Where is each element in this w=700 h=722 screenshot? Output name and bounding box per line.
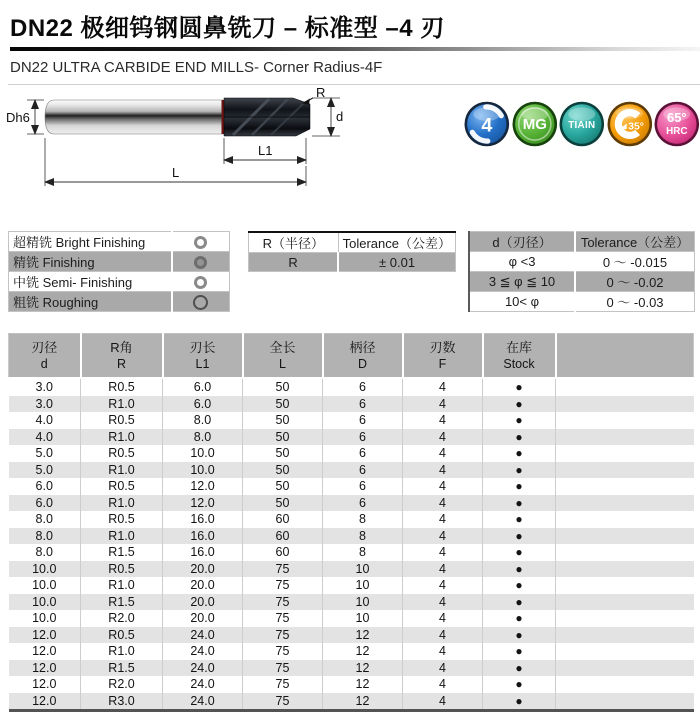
d-tolerance-cell: φ <3 [469,252,575,272]
spec-cell: 20.0 [163,594,243,611]
r-tolerance-table [248,231,456,272]
spec-cell: 6 [323,429,403,446]
spec-cell: 6.0 [35,479,53,494]
d-tolerance-cell: 0 ～ -0.02 [575,272,695,292]
spec-cell: 4 [403,412,483,429]
double-ring-icon [194,276,207,289]
spec-row [9,495,694,512]
spec-cell: R1.0 [81,528,163,545]
spec-cell-empty [556,429,694,446]
spec-cell-empty [556,627,694,644]
spec-cell: 8.0 [35,512,53,527]
spec-cell: 75 [243,643,323,660]
spec-row [9,544,694,561]
spec-row [9,577,694,594]
spec-cell-empty [556,610,694,627]
spec-cell: 4 [403,478,483,495]
spec-row [9,396,694,413]
spec-cell: R1.5 [81,544,163,561]
coating-badge-icon [559,101,605,147]
spec-cell-empty [556,643,694,660]
spec-cell: 4 [403,660,483,677]
spec-cell: 12 [323,660,403,677]
spec-row [9,412,694,429]
finishing-row [9,272,230,292]
spec-cell: 75 [243,627,323,644]
spec-cell: 10 [323,561,403,578]
spec-cell: R1.0 [81,577,163,594]
finishing-grade-cell [172,252,230,272]
spec-cell-empty [556,693,694,711]
spec-row [9,511,694,528]
spec-cell: 8 [323,511,403,528]
spec-cell: 6 [323,478,403,495]
spec-column-header: 全长 L [243,334,323,379]
spec-cell: 60 [243,511,323,528]
spec-cell: 4 [403,445,483,462]
spec-row [9,643,694,660]
shank-diameter-label: Dh6 [6,110,30,125]
shank-flute-junction [222,100,225,134]
in-stock-dot: ● [483,396,556,413]
spec-cell: 4 [403,561,483,578]
spec-cell: R1.5 [81,660,163,677]
badge-row [464,101,700,147]
spec-cell: 12 [323,693,403,711]
spec-cell: 12.0 [32,644,57,659]
spec-cell: 50 [243,378,323,396]
spec-cell: 6 [323,445,403,462]
spec-cell: 4 [403,396,483,413]
spec-row [9,660,694,677]
spec-cell: R3.0 [81,693,163,711]
page-title: DN22 极细钨钢圆鼻铣刀 – 标准型 –4 刃 [10,15,445,42]
spec-row [9,528,694,545]
spec-cell: R0.5 [81,511,163,528]
in-stock-dot: ● [483,660,556,677]
spec-cell-empty [556,676,694,693]
spec-cell-empty [556,462,694,479]
svg-text:4: 4 [481,114,493,137]
spec-cell: 75 [243,660,323,677]
d-tolerance-header: Tolerance（公差） [575,232,695,252]
finishing-row [9,252,230,272]
spec-row [9,429,694,446]
spec-cell: 12.0 [32,677,57,692]
spec-cell: 50 [243,462,323,479]
spec-column-header: 刃数 F [403,334,483,379]
spec-cell: R2.0 [81,610,163,627]
spec-row [9,627,694,644]
spec-cell: 4 [403,577,483,594]
spec-row [9,478,694,495]
spec-row [9,693,694,711]
spec-cell: 12.0 [9,627,81,644]
spec-cell: 4 [403,528,483,545]
spec-cell-empty [556,561,694,578]
spec-cell: 10 [323,594,403,611]
spec-column-header: 刃径 d [9,334,81,379]
d-tolerance-header: d（刃径） [469,232,575,252]
spec-cell: 16.0 [163,544,243,561]
d-tolerance-table [468,231,695,312]
corner-radius-label: R [316,86,326,100]
spec-column-header: 刃长 L1 [163,334,243,379]
spec-row [9,594,694,611]
spec-cell: 4.0 [35,413,53,428]
in-stock-dot: ● [483,693,556,711]
spec-cell: 60 [243,528,323,545]
finishing-label: 超精铣 Bright Finishing [9,232,172,252]
spec-cell: 16.0 [163,511,243,528]
spec-cell-empty [556,577,694,594]
spec-cell: 24.0 [163,660,243,677]
spec-cell: 50 [243,478,323,495]
spec-cell-empty [556,412,694,429]
svg-text:65°: 65° [667,109,687,125]
finishing-grade-cell [172,292,230,312]
spec-cell: 4.0 [9,429,81,446]
finishing-grade-table [8,231,230,312]
spec-cell-empty [556,396,694,413]
finishing-row [9,292,230,312]
in-stock-dot: ● [483,577,556,594]
d-tolerance-cell: 3 ≦ φ ≦ 10 [469,272,575,292]
spec-cell: 4 [403,643,483,660]
spec-cell: 3.0 [35,380,53,395]
spec-cell: 12.0 [163,478,243,495]
spec-cell: 4 [403,511,483,528]
in-stock-dot: ● [483,627,556,644]
endmill-diagram [0,86,460,196]
r-tolerance-cell: ± 0.01 [338,253,455,272]
shank-shape [45,100,223,134]
spec-cell: 10 [323,610,403,627]
spec-cell: 6 [323,412,403,429]
spec-cell: 12 [323,627,403,644]
spec-cell: 75 [243,610,323,627]
spec-cell: 50 [243,429,323,446]
spec-cell: 6 [323,462,403,479]
spec-cell: 6.0 [163,378,243,396]
spec-cell: 8 [323,544,403,561]
title-underline [10,47,700,51]
d-tolerance-cell: 0 ～ -0.015 [575,252,695,272]
svg-text:TIAIN: TIAIN [568,120,596,132]
r-tolerance-header: Tolerance（公差） [338,232,455,253]
spec-cell: 5.0 [9,462,81,479]
spec-cell-empty [556,544,694,561]
spec-cell: 50 [243,396,323,413]
svg-text:HRC: HRC [666,125,688,137]
in-stock-dot: ● [483,544,556,561]
spec-cell-empty [556,495,694,512]
spec-cell: 4 [403,610,483,627]
spec-cell: R1.0 [81,462,163,479]
spec-cell: 50 [243,445,323,462]
hardness-badge-icon [654,101,700,147]
spec-cell: R0.5 [81,561,163,578]
finishing-label: 粗铣 Roughing [9,292,172,312]
finishing-label: 精铣 Finishing [9,252,172,272]
in-stock-dot: ● [483,528,556,545]
spec-cell: 3.0 [9,396,81,413]
finishing-row [9,232,230,252]
open-circle-icon [193,295,208,310]
in-stock-dot: ● [483,445,556,462]
spec-cell-empty [556,445,694,462]
spec-cell: 50 [243,495,323,512]
spec-cell: 12.0 [163,495,243,512]
spec-cell: 6 [323,495,403,512]
spec-cell: R1.5 [81,594,163,611]
spec-cell: R1.0 [81,429,163,446]
r-tolerance-cell: R [249,253,339,272]
spec-cell: 75 [243,693,323,711]
spec-row [9,676,694,693]
page-subtitle: DN22 ULTRA CARBIDE END MILLS- Corner Radius-4F [10,59,383,76]
spec-cell: 4 [403,495,483,512]
spec-cell: 10.0 [163,445,243,462]
d-tolerance-cell: 0 ～ -0.03 [575,292,695,312]
spec-cell: R0.5 [81,378,163,396]
double-ring-icon [194,236,207,249]
spec-cell: 60 [243,544,323,561]
in-stock-dot: ● [483,511,556,528]
spec-cell: R0.5 [81,412,163,429]
spec-row [9,561,694,578]
finishing-grade-cell [172,272,230,292]
spec-cell: R0.5 [81,478,163,495]
spec-cell: 10 [323,577,403,594]
spec-cell: 4 [403,676,483,693]
svg-text:35°: 35° [628,121,644,133]
subtitle-divider [8,84,700,85]
spec-row [9,378,694,396]
r-tolerance-header: R（半径） [249,232,339,253]
finishing-table-body [9,232,230,312]
spec-cell: R0.5 [81,627,163,644]
spec-cell: 6.0 [9,495,81,512]
d-tolerance-cell: 10< φ [469,292,575,312]
in-stock-dot: ● [483,462,556,479]
material-grade-badge-icon [512,101,558,147]
spec-cell: 20.0 [163,610,243,627]
spec-cell-empty [556,660,694,677]
r-tolerance-row [249,253,456,272]
spec-cell: 75 [243,577,323,594]
spec-cell: R0.5 [81,445,163,462]
spec-column-header: R角 R [81,334,163,379]
spec-cell-empty [556,594,694,611]
spec-cell: 5.0 [35,446,53,461]
spec-cell: 6 [323,396,403,413]
flute-length-label: L1 [258,143,273,158]
spec-column-header: 柄径 D [323,334,403,379]
spec-cell: 10.0 [32,611,57,626]
in-stock-dot: ● [483,429,556,446]
spec-cell: 10.0 [32,578,57,593]
spec-cell: 4 [403,693,483,711]
spec-column-header-empty [556,334,694,379]
in-stock-dot: ● [483,495,556,512]
spec-cell: 12.0 [9,693,81,711]
spec-cell: 10.0 [9,561,81,578]
svg-text:MG: MG [522,116,547,134]
overall-length-label: L [172,165,180,180]
spec-cell: 24.0 [163,643,243,660]
spec-cell-empty [556,378,694,396]
spec-cell: 10.0 [9,594,81,611]
helix-angle-badge-icon [607,101,653,147]
spec-row [9,462,694,479]
spec-cell: 8.0 [163,429,243,446]
finishing-grade-cell [172,232,230,252]
spec-cell: 6 [323,378,403,396]
spec-cell: 20.0 [163,577,243,594]
in-stock-dot: ● [483,610,556,627]
spec-cell: 24.0 [163,676,243,693]
spec-cell: 8.0 [35,545,53,560]
d-tolerance-header-row [469,232,695,252]
r-tolerance-header-row [249,232,456,253]
spec-cell: 4 [403,544,483,561]
spec-row [9,445,694,462]
in-stock-dot: ● [483,412,556,429]
in-stock-dot: ● [483,561,556,578]
d-tolerance-row [469,272,695,292]
spec-cell: R1.0 [81,396,163,413]
r-tolerance-body [249,253,456,272]
in-stock-dot: ● [483,643,556,660]
spec-cell: 4 [403,378,483,396]
spec-header-row [9,334,694,379]
cutting-diameter-label: d [336,109,344,124]
d-tolerance-row [469,252,695,272]
spec-cell: 75 [243,676,323,693]
d-tolerance-row [469,292,695,312]
spec-row [9,610,694,627]
spec-cell: R1.0 [81,495,163,512]
spec-table [8,333,694,712]
in-stock-dot: ● [483,378,556,396]
spec-cell: 8 [323,528,403,545]
bullseye-icon [194,256,207,269]
spec-cell: 8.0 [9,528,81,545]
spec-cell: 4 [403,462,483,479]
spec-table-body [9,378,694,711]
spec-cell: 12 [323,643,403,660]
spec-cell: 12.0 [9,660,81,677]
spec-cell: 50 [243,412,323,429]
spec-cell: 4 [403,429,483,446]
spec-cell: 24.0 [163,693,243,711]
d-tolerance-body [469,252,695,312]
flute-count-badge-icon [464,101,510,147]
spec-cell: 4 [403,594,483,611]
spec-cell: 4 [403,627,483,644]
spec-cell: R1.0 [81,643,163,660]
spec-cell: 24.0 [163,627,243,644]
spec-cell: 12 [323,676,403,693]
spec-cell: 8.0 [163,412,243,429]
spec-cell: R2.0 [81,676,163,693]
spec-column-header: 在库 Stock [483,334,556,379]
finishing-label: 中铣 Semi- Finishing [9,272,172,292]
spec-cell: 16.0 [163,528,243,545]
spec-cell: 6.0 [163,396,243,413]
spec-cell-empty [556,528,694,545]
in-stock-dot: ● [483,594,556,611]
spec-cell: 10.0 [163,462,243,479]
spec-cell-empty [556,511,694,528]
spec-cell: 20.0 [163,561,243,578]
spec-cell-empty [556,478,694,495]
spec-cell: 75 [243,561,323,578]
spec-cell: 75 [243,594,323,611]
in-stock-dot: ● [483,676,556,693]
in-stock-dot: ● [483,478,556,495]
